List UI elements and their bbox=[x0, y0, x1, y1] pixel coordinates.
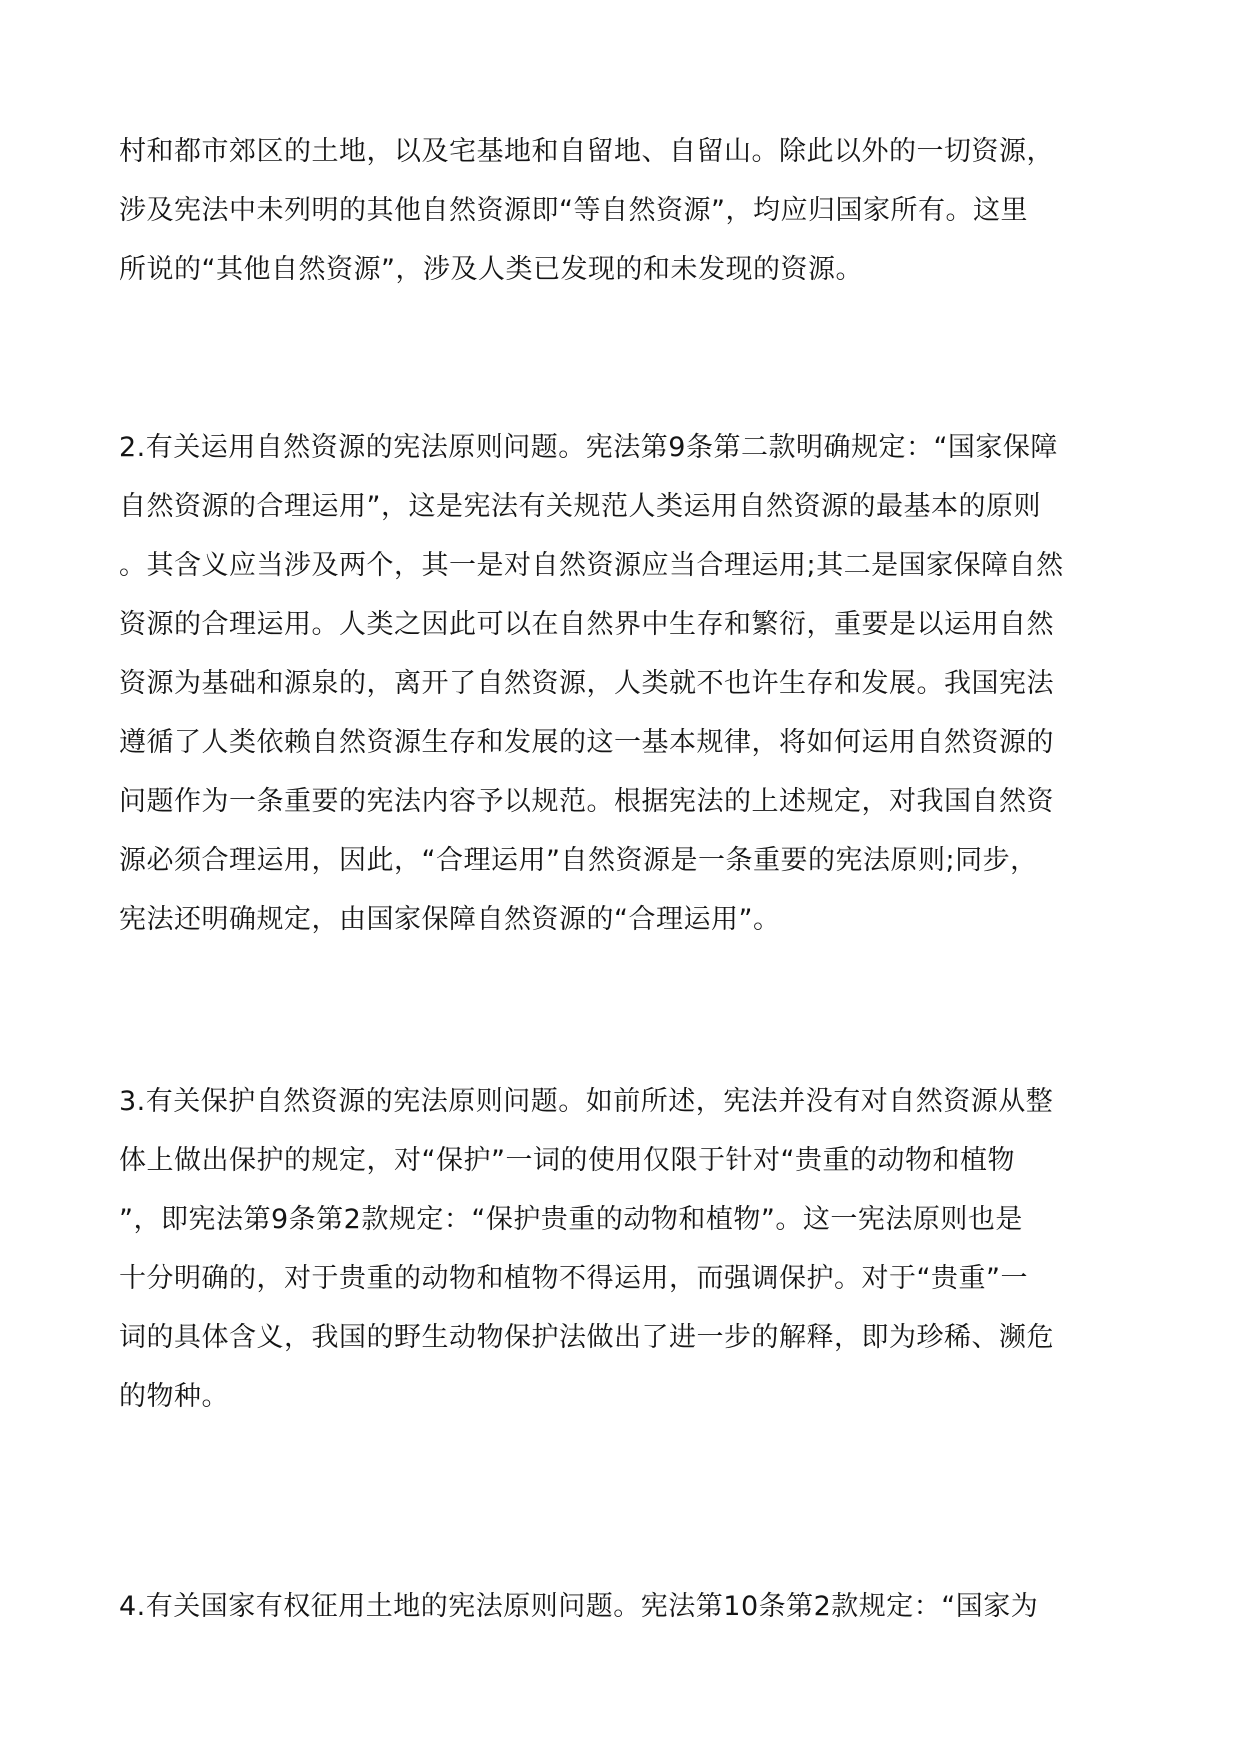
text-line: 资源为基础和源泉的，离开了自然资源，人类就不也许生存和发展。我国宪法 bbox=[119, 668, 1054, 699]
text-line: 村和都市郊区的土地，以及宅基地和自留地、自留山。除此以外的一切资源， bbox=[119, 136, 1054, 167]
text-line: 问题作为一条重要的宪法内容予以规范。根据宪法的上述规定，对我国自然资 bbox=[119, 786, 1054, 817]
text-line: 资源的合理运用。人类之因此可以在自然界中生存和繁衍，重要是以运用自然 bbox=[119, 609, 1054, 640]
text-line: 自然资源的合理运用”，这是宪法有关规范人类运用自然资源的最基本的原则 bbox=[119, 491, 1041, 522]
text-line: 源必须合理运用，因此，“合理运用”自然资源是一条重要的宪法原则;同步， bbox=[119, 845, 1038, 876]
text-line: 词的具体含义，我国的野生动物保护法做出了进一步的解释，即为珍稀、濒危 bbox=[119, 1322, 1054, 1353]
text-line: 遵循了人类依赖自然资源生存和发展的这一基本规律，将如何运用自然资源的 bbox=[119, 727, 1054, 758]
text-line: 的物种。 bbox=[119, 1381, 229, 1412]
text-line: 所说的“其他自然资源”，涉及人类已发现的和未发现的资源。 bbox=[119, 254, 863, 285]
text-line: 宪法还明确规定，由国家保障自然资源的“合理运用”。 bbox=[119, 904, 781, 935]
text-line: 十分明确的，对于贵重的动物和植物不得运用，而强调保护。对于“贵重”一 bbox=[119, 1263, 1028, 1294]
text-line: 涉及宪法中未列明的其他自然资源即“等自然资源”，均应归国家所有。这里 bbox=[119, 195, 1028, 226]
text-line: 4.有关国家有权征用土地的宪法原则问题。宪法第10条第2款规定：“国家为 bbox=[119, 1591, 1039, 1622]
text-line: 2.有关运用自然资源的宪法原则问题。宪法第9条第二款明确规定：“国家保障 bbox=[119, 432, 1058, 463]
text-line: ”，即宪法第9条第2款规定：“保护贵重的动物和植物”。这一宪法原则也是 bbox=[119, 1204, 1023, 1235]
text-line: 体上做出保护的规定，对“保护”一词的使用仅限于针对“贵重的动物和植物 bbox=[119, 1145, 1015, 1176]
text-line: 。其含义应当涉及两个，其一是对自然资源应当合理运用;其二是国家保障自然 bbox=[119, 550, 1064, 581]
text-line: 3.有关保护自然资源的宪法原则问题。如前所述，宪法并没有对自然资源从整 bbox=[119, 1086, 1054, 1117]
